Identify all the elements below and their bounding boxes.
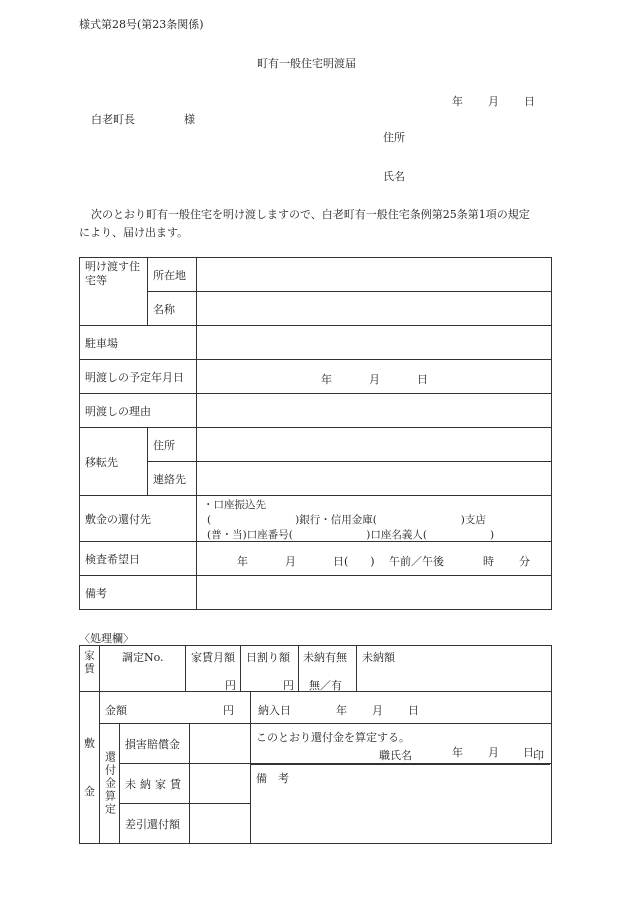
destination-contact-label: 連絡先 (148, 462, 197, 496)
applicant-name-label: 氏名 (383, 170, 405, 183)
deposit-return-label: 敷金の還付先 (80, 496, 197, 542)
calc-day: 日 (523, 746, 534, 759)
calc-statement: このとおり還付金を算定する。 (256, 731, 410, 744)
main-form-table (79, 257, 552, 610)
processing-section-label: 〈処理欄〉 (79, 632, 134, 645)
deposit-table (79, 691, 552, 844)
calc-year: 年 (452, 746, 463, 759)
location-field[interactable] (197, 258, 552, 292)
housing-name-field[interactable] (197, 292, 552, 326)
deposit-amount-field[interactable] (100, 692, 251, 724)
net-refund-field[interactable] (190, 804, 251, 844)
parking-label: 駐車場 (80, 326, 197, 360)
survey-no-field[interactable] (100, 646, 186, 692)
seal-mark: 印 (533, 749, 544, 762)
net-refund-label: 差引還付額 (120, 804, 190, 844)
unpaid-amount-field[interactable] (357, 646, 552, 692)
damage-field[interactable] (190, 724, 251, 764)
bank-branch-line: ( )銀行・信用金庫( )支店 (207, 514, 486, 526)
moveout-month: 月 (369, 373, 380, 386)
account-transfer-label: ・口座振込先 (203, 499, 266, 511)
deposit-amount-label: 金額 (105, 704, 127, 717)
moveout-day: 日 (417, 373, 428, 386)
remarks-divider (250, 764, 550, 765)
unpaid-status-label: 未納有無 (303, 651, 347, 664)
moveout-reason-field[interactable] (197, 394, 552, 428)
inspection-day: 日( ) (333, 555, 375, 568)
payment-year: 年 (336, 704, 347, 717)
survey-no-label: 調定No. (122, 651, 164, 664)
destination-address-label: 住所 (148, 428, 197, 462)
housing-name-label: 名称 (148, 292, 197, 326)
monthly-rent-yen: 円 (225, 679, 236, 692)
location-label: 所在地 (148, 258, 197, 292)
processing-remarks-label: 備 考 (256, 772, 289, 785)
inspection-year: 年 (237, 555, 248, 568)
moveout-date-label: 明渡しの予定年月日 (80, 360, 197, 394)
moveout-year: 年 (321, 373, 332, 386)
parking-field[interactable] (197, 326, 552, 360)
unpaid-none-yes: 無／有 (309, 679, 342, 692)
destination-label: 移転先 (80, 428, 148, 496)
inspection-month: 月 (285, 555, 296, 568)
date-day: 日 (524, 95, 535, 108)
body-text-line2: により、届け出ます。 (79, 226, 189, 239)
applicant-address-label: 住所 (383, 131, 405, 144)
unpaid-amount-label: 未納額 (362, 651, 395, 664)
payment-date-label: 納入日 (258, 704, 291, 717)
deposit-label: 敷金 (80, 692, 100, 844)
inspection-date-label: 検査希望日 (80, 542, 197, 576)
payment-month: 月 (372, 704, 383, 717)
damage-label: 損害賠償金 (120, 724, 190, 764)
page-title: 町有一般住宅明渡届 (257, 57, 356, 70)
unpaid-rent-label: 未納家賃 (120, 764, 190, 804)
daily-rent-label: 日割り額 (246, 651, 290, 664)
inspection-minute: 分 (519, 555, 530, 568)
calc-month: 月 (488, 746, 499, 759)
inspection-ampm: 午前／午後 (389, 555, 444, 568)
deposit-amount-yen: 円 (223, 704, 234, 717)
body-text-line1: 次のとおり町有一般住宅を明け渡しますので、白老町有一般住宅条例第25条第1項の規定 (91, 208, 530, 221)
unpaid-rent-field[interactable] (190, 764, 251, 804)
daily-rent-field[interactable] (241, 646, 299, 692)
housing-label: 明け渡す住宅等 (80, 258, 148, 326)
date-month: 月 (488, 95, 499, 108)
monthly-rent-label: 家賃月額 (191, 651, 235, 664)
moveout-date-field[interactable] (197, 360, 552, 394)
remarks-label: 備考 (80, 576, 197, 610)
refund-calc-label: 還付金算定 (100, 724, 120, 844)
account-number-line: (普・当)口座番号( )口座名義人( ) (207, 529, 495, 541)
inspection-date-field[interactable] (197, 542, 552, 576)
official-remarks-field[interactable] (251, 749, 552, 844)
rent-table (79, 645, 552, 692)
remarks-field[interactable] (197, 576, 552, 610)
inspection-hour: 時 (483, 555, 494, 568)
official-name-label: 職氏名 (379, 749, 412, 762)
destination-contact-field[interactable] (197, 462, 552, 496)
rent-label: 家賃 (80, 646, 100, 692)
addressee-honorific: 様 (184, 113, 195, 126)
deposit-return-field[interactable] (197, 496, 552, 542)
date-year: 年 (452, 95, 463, 108)
payment-day: 日 (408, 704, 419, 717)
daily-rent-yen: 円 (283, 679, 294, 692)
form-number: 様式第28号(第23条関係) (79, 18, 204, 31)
unpaid-status-field[interactable] (299, 646, 357, 692)
addressee: 白老町長 (91, 113, 135, 126)
destination-address-field[interactable] (197, 428, 552, 462)
moveout-reason-label: 明渡しの理由 (80, 394, 197, 428)
monthly-rent-field[interactable] (186, 646, 241, 692)
payment-date-field[interactable] (251, 692, 552, 724)
